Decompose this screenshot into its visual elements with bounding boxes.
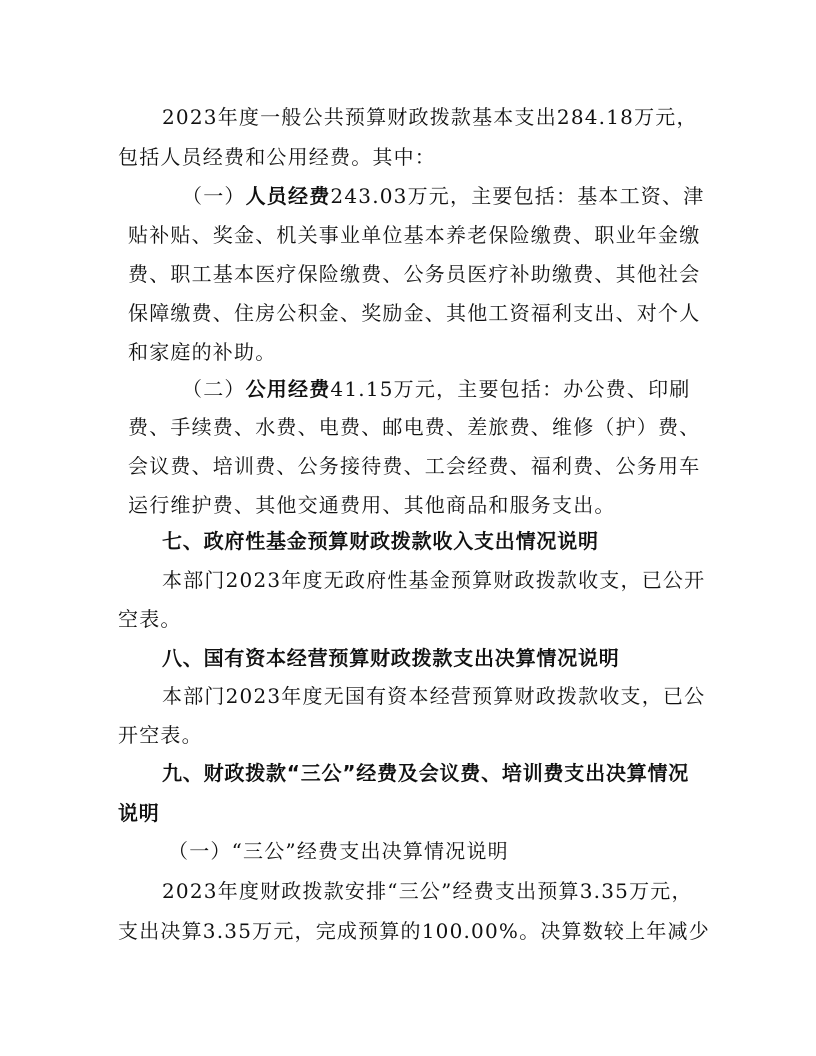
section-heading: 七、政府性基金预算财政拨款收入支出情况说明 [162,529,599,553]
section-heading: 说明 [118,801,160,825]
paragraph-line: 保障缴费、住房公积金、奖励金、其他工资福利支出、对个人 [128,301,701,325]
paragraph-line: 2023年度一般公共预算财政拨款基本支出284.18万元， [162,105,698,129]
paragraph-line: 费、职工基本医疗保险缴费、公务员医疗补助缴费、其他社会 [128,262,701,286]
paragraph-text: 41.15万元，主要包括：办公费、印刷 [330,377,691,401]
paragraph-line: 运行维护费、其他交通费用、其他商品和服务支出。 [128,493,616,517]
paragraph-line: 和家庭的补助。 [128,340,277,364]
paragraph-line: 开空表。 [118,723,203,747]
paragraph-text: 243.03万元，主要包括：基本工资、津 [330,184,705,208]
paragraph-line: 包括人员经费和公用经费。其中： [118,145,436,169]
paragraph-line: 支出决算3.35万元，完成预算的100.00%。决算数较上年减少 [118,919,710,943]
paragraph-line: 贴补贴、奖金、机关事业单位基本养老保险缴费、职业年金缴 [128,223,701,247]
paragraph-line: 本部门2023年度无政府性基金预算财政拨款收支，已公开 [162,568,706,592]
bold-term: 公用经费 [245,377,331,401]
section-heading: 八、国有资本经营预算财政拨款支出决算情况说明 [162,646,620,670]
paragraph-line [182,183,704,209]
paragraph-line: 会议费、培训费、公务接待费、工会经费、福利费、公务用车 [128,454,701,478]
paragraph-line: 费、手续费、水费、电费、邮电费、差旅费、维修（护）费、 [128,415,701,439]
list-label: （一） [182,184,246,208]
bold-term: 人员经费 [245,184,331,208]
list-label: （二） [182,377,246,401]
section-heading: 九、财政拨款“三公”经费及会议费、培训费支出决算情况 [162,761,690,785]
paragraph-line: 空表。 [118,607,182,631]
subsection-heading: （一）“三公”经费支出决算情况说明 [168,839,509,863]
paragraph-line: 2023年度财政拨款安排“三公”经费支出预算3.35万元， [162,879,693,903]
paragraph-line: 本部门2023年度无国有资本经营预算财政拨款收支，已公 [162,684,706,708]
paragraph-line [182,376,690,402]
